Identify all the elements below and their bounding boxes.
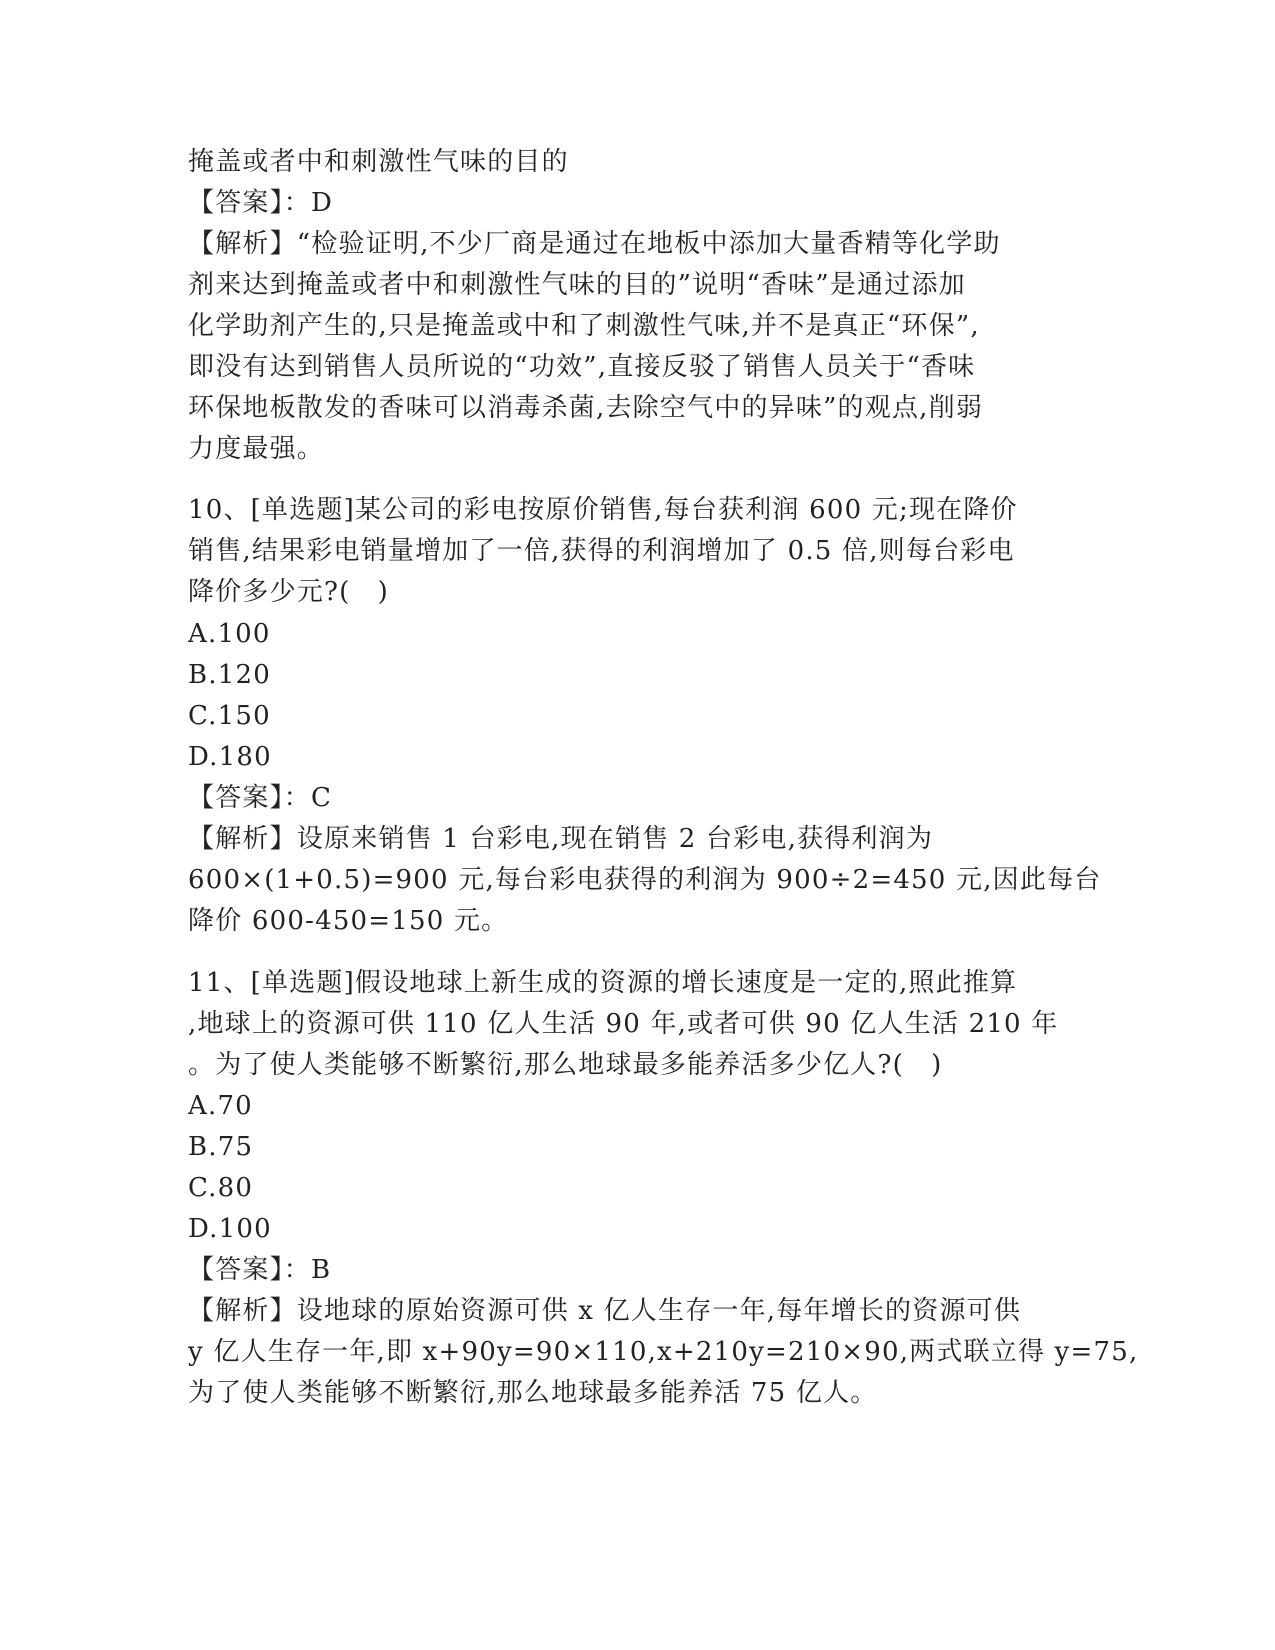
q9-analysis-line: 即没有达到销售人员所说的“功效”,直接反驳了销售人员关于“香味	[188, 352, 976, 382]
q9-answer: 【答案】：D	[188, 188, 334, 218]
q11-stem-line: 11、[单选题]假设地球上新生成的资源的增长速度是一定的,照此推算	[188, 968, 1018, 998]
q9-analysis-line: 化学助剂产生的,只是掩盖或中和了刺激性气味,并不是真正“环保”,	[188, 311, 980, 341]
q10-option-d: D.180	[188, 742, 272, 772]
q9-option-tail: 掩盖或者中和刺激性气味的目的	[188, 147, 569, 177]
q9-analysis-line: 剂来达到掩盖或者中和刺激性气味的目的”说明“香味”是通过添加	[188, 270, 966, 300]
q10-stem-line: 降价多少元?( )	[188, 577, 390, 607]
q10-option-b: B.120	[188, 660, 271, 690]
q10-option-c: C.150	[188, 701, 271, 731]
q11-option-a: A.70	[188, 1091, 253, 1121]
q11-option-b: B.75	[188, 1132, 254, 1162]
q11-answer: 【答案】：B	[188, 1255, 332, 1285]
q11-analysis-line: 为了使人类能够不断繁衍,那么地球最多能养活 75 亿人。	[188, 1378, 878, 1408]
q11-analysis-line: 【解析】设地球的原始资源可供 x 亿人生存一年,每年增长的资源可供	[188, 1296, 1022, 1326]
q11-stem-line: 。为了使人类能够不断繁衍,那么地球最多能养活多少亿人?( )	[188, 1050, 943, 1080]
q9-analysis-line: 力度最强。	[188, 434, 325, 464]
q9-analysis-line: 【解析】“检验证明,不少厂商是通过在地板中添加大量香精等化学助	[188, 229, 1001, 259]
q11-option-d: D.100	[188, 1214, 272, 1244]
q9-analysis-line: 环保地板散发的香味可以消毒杀菌,去除空气中的异味”的观点,削弱	[188, 393, 984, 423]
q11-analysis-line: y 亿人生存一年,即 x+90y=90×110,x+210y=210×90,两式联立得 y=75,	[188, 1337, 1139, 1367]
q11-stem-line: ,地球上的资源可供 110 亿人生活 90 年,或者可供 90 亿人生活 210 年	[188, 1009, 1059, 1039]
q10-analysis-line: 降价 600-450=150 元。	[188, 906, 509, 936]
q11-option-c: C.80	[188, 1173, 254, 1203]
q10-stem-line: 销售,结果彩电销量增加了一倍,获得的利润增加了 0.5 倍,则每台彩电	[188, 536, 1015, 566]
q10-analysis-line: 【解析】设原来销售 1 台彩电,现在销售 2 台彩电,获得利润为	[188, 824, 934, 854]
q10-stem-line: 10、[单选题]某公司的彩电按原价销售,每台获利润 600 元;现在降价	[188, 495, 1018, 525]
q10-analysis-line: 600×(1+0.5)=900 元,每台彩电获得的利润为 900÷2=450 元,因此每台	[188, 865, 1102, 895]
q10-option-a: A.100	[188, 619, 271, 649]
q10-answer: 【答案】：C	[188, 783, 333, 813]
